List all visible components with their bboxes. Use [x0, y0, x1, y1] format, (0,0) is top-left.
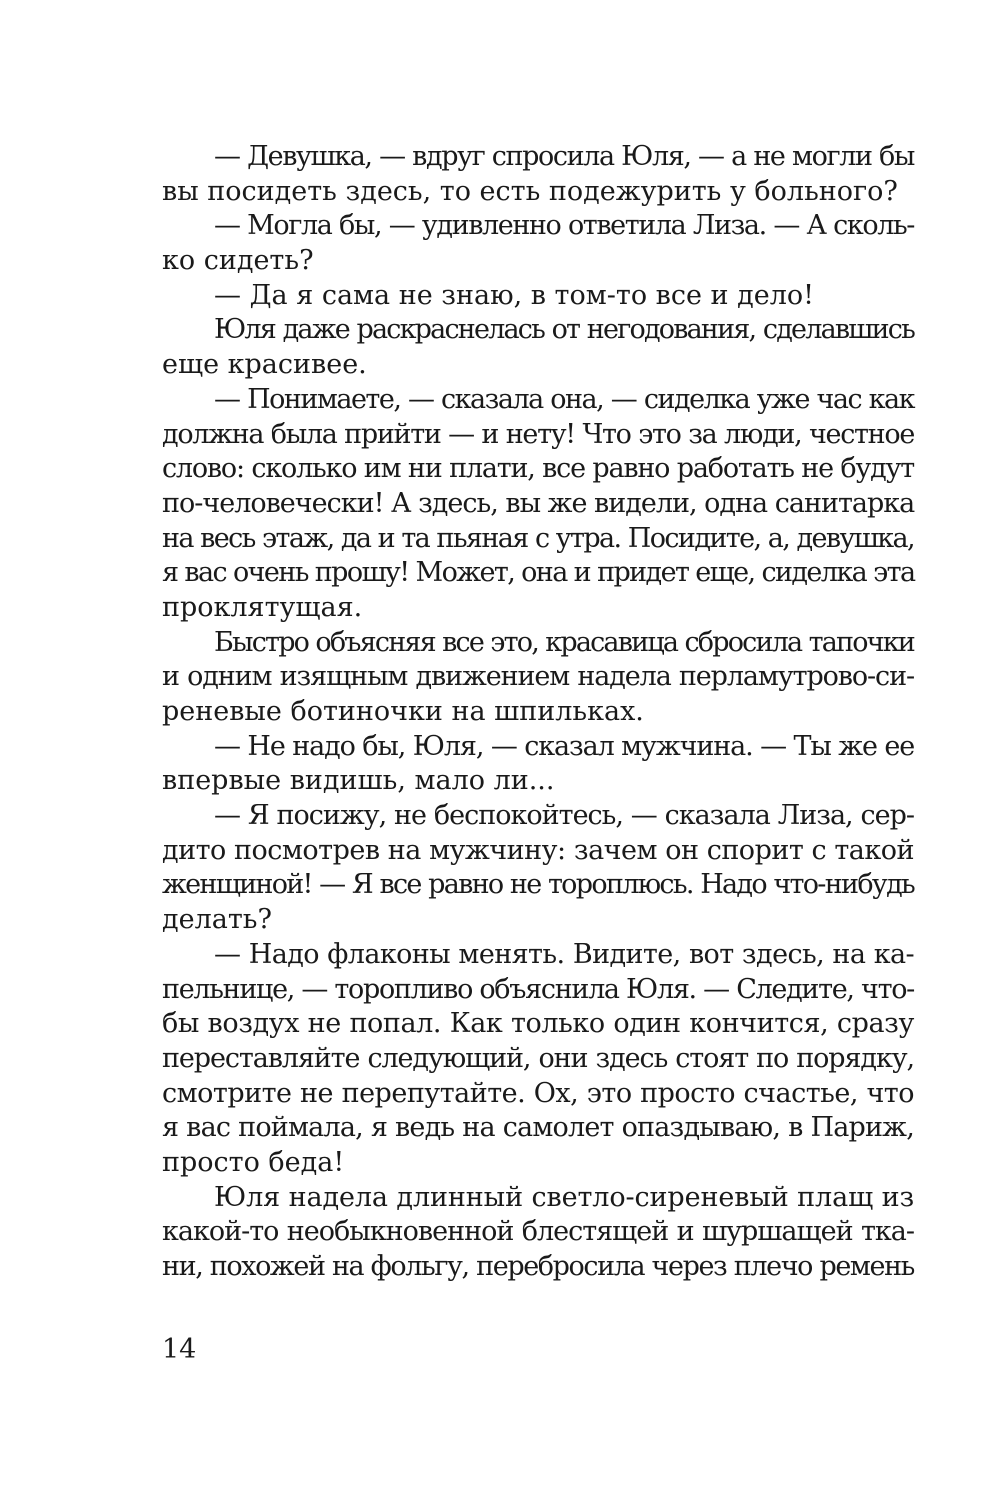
text-line: Юля надела длинный светло-сиреневый плащ из — [214, 1181, 915, 1213]
text-line: должна была прийти — и нету! Что это за люди, честное — [162, 418, 914, 450]
text-line: бы воздух не попал. Как только один кончится, сразу — [162, 1008, 914, 1040]
text-line: Юля даже раскраснелась от негодования, сделавшись — [214, 314, 914, 346]
text-line: я вас очень прошу! Может, она и придет еще, сиделка эта — [162, 557, 915, 589]
text-line: смотрите не перепутайте. Ох, это просто счастье, что — [162, 1077, 914, 1109]
text-line: переставляйте следующий, они здесь стоят по порядку, — [162, 1042, 914, 1074]
text-line: — Надо флаконы менять. Видите, вот здесь, на ка- — [214, 938, 914, 970]
text-line: — Могла бы, — удивленно ответила Лиза. — А сколь- — [214, 210, 914, 242]
text-line: и одним изящным движением надела перламутрово-си- — [162, 661, 914, 693]
text-line: какой-то необыкновенной блестящей и шуршащей тка- — [162, 1216, 914, 1248]
text-line: я вас поймала, я ведь на самолет опаздываю, в Париж, — [162, 1112, 914, 1144]
text-line: — Я посижу, не беспокойтесь, — сказала Лиза, сер- — [214, 800, 914, 832]
text-line: ко сидеть? — [162, 245, 314, 277]
text-line: женщиной! — Я все равно не тороплюсь. Надо что-нибудь — [162, 869, 914, 901]
text-line: просто беда! — [162, 1146, 345, 1178]
text-line: — Девушка, — вдруг спросила Юля, — а не могли бы — [214, 141, 914, 172]
text-line: — Да я сама не знаю, в том-то все и дело! — [214, 279, 814, 311]
body-text — [162, 140, 914, 1285]
text-line: вы посидеть здесь, то есть подежурить у больного? — [162, 175, 898, 207]
text-line: по-человечески! А здесь, вы же видели, одна санитарка — [162, 487, 915, 519]
text-line: на весь этаж, да и та пьяная с утра. Посидите, а, девушка, — [162, 522, 914, 554]
text-line: еще красивее. — [162, 349, 367, 381]
text-line: Быстро объясняя все это, красавица сбросила тапочки — [214, 626, 914, 658]
text-line: — Не надо бы, Юля, — сказал мужчина. — Ты же ее — [214, 730, 915, 762]
page-number: 14 — [162, 1334, 197, 1365]
text-line: реневые ботиночки на шпильках. — [162, 696, 644, 727]
text-line: — Понимаете, — сказала она, — сиделка уже час как — [214, 383, 914, 415]
text-line: впервые видишь, мало ли... — [162, 765, 555, 797]
text-line: проклятущая. — [162, 591, 363, 623]
text-line: делать? — [162, 904, 272, 936]
text-line: пельнице, — торопливо объяснила Юля. — Следите, что- — [162, 973, 914, 1005]
text-line: ни, похожей на фольгу, перебросила через плечо ремень — [162, 1251, 914, 1282]
text-line: дито посмотрев на мужчину: зачем он спорит с такой — [162, 834, 914, 866]
text-line: слово: сколько им ни плати, все равно работать не будут — [162, 453, 914, 485]
